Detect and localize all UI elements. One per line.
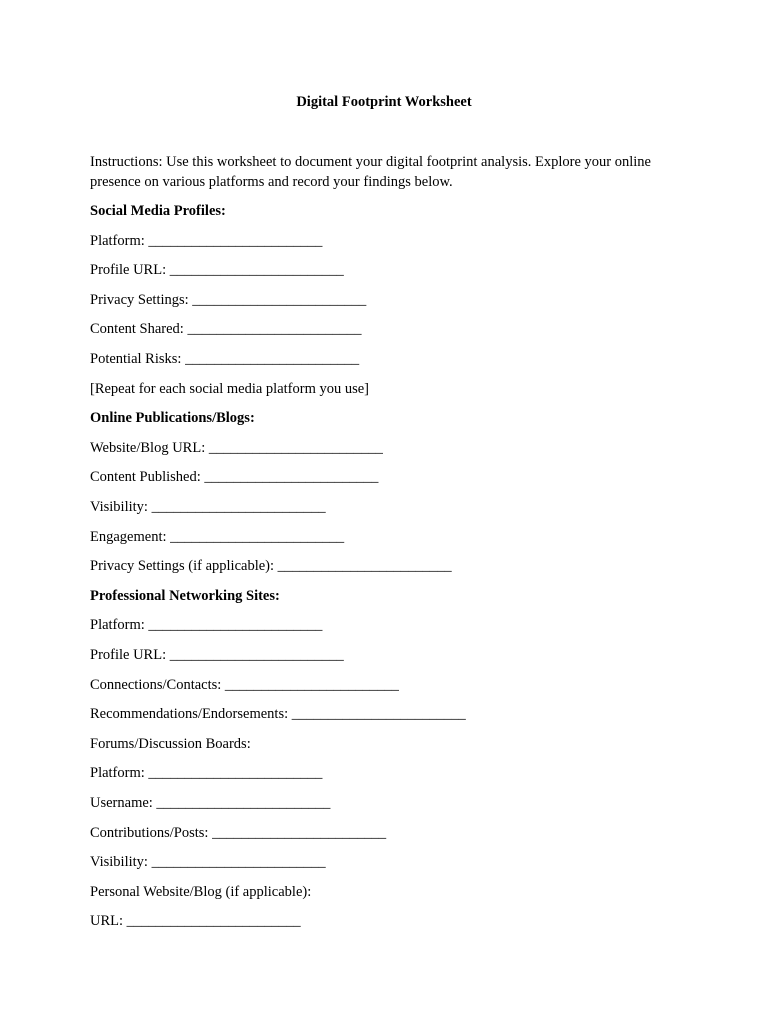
worksheet-field-line: Visibility: ________________________ (90, 854, 326, 870)
worksheet-field-line: Engagement: ________________________ (90, 529, 345, 545)
worksheet-field-line: Recommendations/Endorsements: ________________________ (90, 706, 466, 722)
worksheet-field-line: Potential Risks: ________________________ (90, 351, 360, 367)
worksheet-field-line: Platform: ________________________ (90, 617, 323, 633)
section-heading: Professional Networking Sites: (90, 588, 280, 604)
worksheet-field-line: Personal Website/Blog (if applicable): (90, 884, 312, 900)
worksheet-field-line: [Repeat for each social media platform you use] (90, 381, 370, 397)
worksheet-field-line: Forums/Discussion Boards: (90, 736, 251, 752)
worksheet-field-line: Profile URL: ________________________ (90, 647, 344, 663)
worksheet-field-line: Content Published: ________________________ (90, 469, 379, 485)
section-heading: Online Publications/Blogs: (90, 410, 255, 426)
worksheet-field-line: Contributions/Posts: ________________________ (90, 825, 387, 841)
worksheet-field-line: Visibility: ________________________ (90, 499, 326, 515)
worksheet-field-line: Privacy Settings (if applicable): ________________________ (90, 558, 452, 574)
worksheet-field-line: Platform: ________________________ (90, 765, 323, 781)
worksheet-field-line: Platform: ________________________ (90, 233, 323, 249)
section-heading: Social Media Profiles: (90, 203, 226, 219)
worksheet-field-line: URL: ________________________ (90, 913, 301, 929)
worksheet-field-line: Connections/Contacts: ________________________ (90, 677, 399, 693)
worksheet-field-line: Content Shared: ________________________ (90, 321, 362, 337)
worksheet-field-line: Privacy Settings: ________________________ (90, 292, 367, 308)
instructions-paragraph: Instructions: Use this worksheet to document your digital footprint analysis. Explore your online presence on various platforms and record your findings below. (90, 154, 651, 190)
worksheet-field-line: Website/Blog URL: ________________________ (90, 440, 383, 456)
worksheet-field-line: Profile URL: ________________________ (90, 262, 344, 278)
worksheet-field-line: Username: ________________________ (90, 795, 331, 811)
document-title: Digital Footprint Worksheet (296, 94, 472, 110)
